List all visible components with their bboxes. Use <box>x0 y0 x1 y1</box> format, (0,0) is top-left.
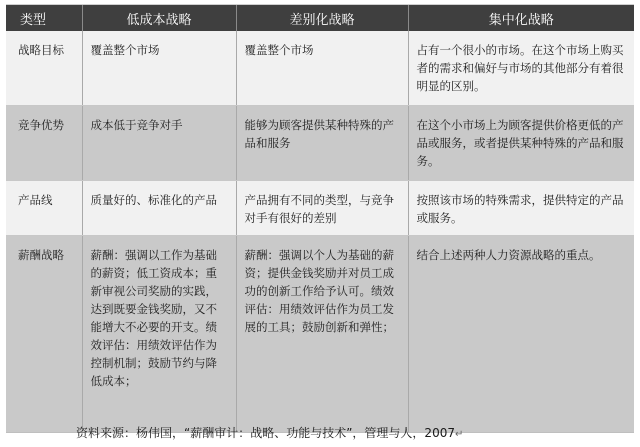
table-row <box>6 106 634 181</box>
cell-low-cost: 薪酬：强调以工作为基础的薪资；低工资成本；重新审视公司奖励的实践，达到既要金钱奖励，又不能增大不必要的开支。绩效评估：用绩效评估作为控制机制；鼓励节约与降低成本； <box>82 236 236 433</box>
row-category: 竞争优势 <box>6 106 82 181</box>
table-row <box>6 181 634 236</box>
paragraph-return-icon: ↵ <box>454 429 464 440</box>
cell-differentiation: 能够为顾客提供某种特殊的产品和服务 <box>236 106 408 181</box>
cell-low-cost: 覆盖整个市场 <box>82 31 236 106</box>
cell-low-cost: 成本低于竞争对手 <box>82 106 236 181</box>
row-category: 薪酬战略 <box>6 236 82 433</box>
strategy-comparison-table-container <box>6 4 634 407</box>
table-row <box>6 236 634 433</box>
cell-focus: 在这个小市场上为顾客提供价格更低的产品或服务，或者提供某种特殊的产品和服务。 <box>408 106 634 181</box>
table-row <box>6 31 634 106</box>
cell-focus: 占有一个很小的市场。在这个市场上购买者的需求和偏好与市场的其他部分有着很明显的区别。 <box>408 31 634 106</box>
cell-low-cost: 质量好的、标准化的产品 <box>82 181 236 236</box>
row-category: 产品线 <box>6 181 82 236</box>
header-differentiation: 差别化战略 <box>236 5 408 31</box>
source-citation <box>76 424 463 441</box>
cell-focus: 按照该市场的特殊需求，提供特定的产品或服务。 <box>408 181 634 236</box>
header-type: 类型 <box>6 5 82 31</box>
table-header-row <box>6 5 634 31</box>
cell-differentiation: 产品拥有不同的类型，与竞争对手有很好的差别 <box>236 181 408 236</box>
source-text: 资料来源：杨伟国，“薪酬审计：战略、功能与技术”，管理与人，2007 <box>76 426 455 440</box>
row-category: 战略目标 <box>6 31 82 106</box>
cell-focus: 结合上述两种人力资源战略的重点。 <box>408 236 634 433</box>
header-low-cost: 低成本战略 <box>82 5 236 31</box>
header-focus: 集中化战略 <box>408 5 634 31</box>
cell-differentiation: 覆盖整个市场 <box>236 31 408 106</box>
strategy-comparison-table <box>6 5 634 433</box>
cell-differentiation: 薪酬：强调以个人为基础的薪资；提供金钱奖励并对员工成功的创新工作给予认可。绩效评估：用绩效评估作为员工发展的工具；鼓励创新和弹性； <box>236 236 408 433</box>
